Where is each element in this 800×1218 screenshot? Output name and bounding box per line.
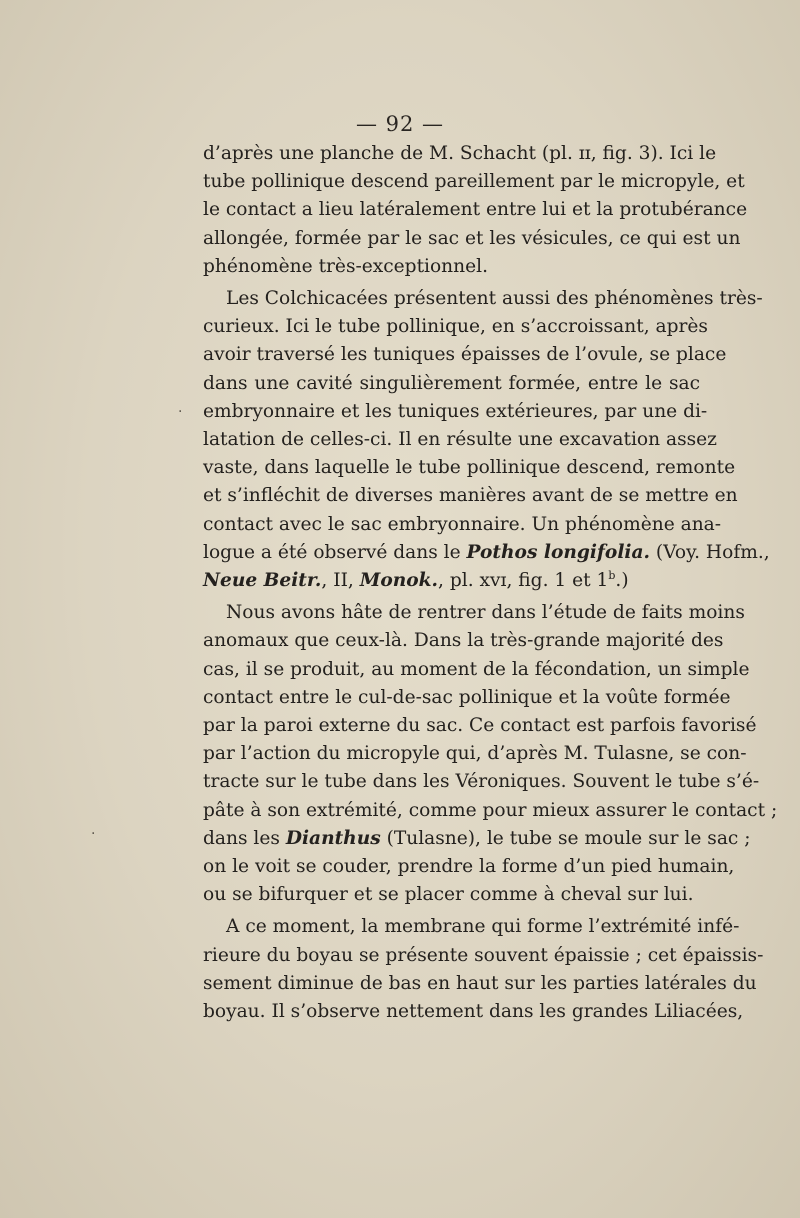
body-text bbox=[203, 140, 778, 1030]
text-line bbox=[203, 567, 700, 595]
text-line: contact entre le cul-de-sac pollinique et la voûte formée bbox=[203, 686, 731, 708]
text-line: le contact a lieu latéralement entre lui et la protubérance bbox=[203, 199, 748, 221]
text-line: pâte à son extrémité, comme pour mieux assurer le contact ; bbox=[203, 799, 778, 821]
paragraph-2 bbox=[203, 285, 770, 595]
paragraph-4 bbox=[203, 913, 764, 1026]
text-line: vaste, dans laquelle le tube pollinique descend, remonte bbox=[203, 457, 736, 479]
text-run: .) bbox=[615, 570, 629, 592]
text-line: allongée, formée par le sac et les vésicules, ce qui est un bbox=[203, 227, 741, 249]
text-line: rieure du boyau se présente souvent épaissie ; cet épaissis- bbox=[203, 944, 764, 966]
text-line: cas, il se produit, au moment de la fécondation, un simple bbox=[203, 658, 750, 680]
text-line bbox=[203, 539, 770, 567]
paper-speck: · bbox=[91, 826, 96, 842]
text-run: , II, bbox=[321, 570, 360, 592]
text-line: par la paroi externe du sac. Ce contact est parfois favorisé bbox=[203, 715, 757, 737]
paragraph-1 bbox=[203, 140, 748, 281]
text-line: A ce moment, la membrane qui forme l’extrémité infé- bbox=[226, 916, 740, 938]
text-line: ou se bifurquer et se placer comme à cheval sur lui. bbox=[203, 884, 694, 906]
text-line: tracte sur le tube dans les Véroniques. Souvent le tube s’é- bbox=[203, 771, 760, 793]
page-number: — 92 — bbox=[355, 112, 445, 136]
text-line: curieux. Ici le tube pollinique, en s’accroissant, après bbox=[203, 316, 708, 338]
italic-species-name: Pothos longifolia. bbox=[466, 541, 650, 563]
text-line: tube pollinique descend pareillement par le micropyle, et bbox=[203, 171, 745, 193]
italic-genus-name: Dianthus bbox=[285, 827, 381, 849]
superscript: b bbox=[608, 568, 616, 582]
italic-reference: Neue Beitr. bbox=[203, 570, 322, 592]
text-line: et s’infléchit de diverses manières avant de se mettre en bbox=[203, 485, 738, 507]
text-run: logue a été observé dans le bbox=[203, 541, 467, 563]
text-run: (Voy. Hofm., bbox=[649, 541, 770, 563]
text-line: embryonnaire et les tuniques extérieures, par une di- bbox=[203, 400, 708, 422]
text-line: boyau. Il s’observe nettement dans les grandes Liliacées, bbox=[203, 1001, 744, 1023]
text-line: d’après une planche de M. Schacht (pl. ɪɪ, fig. 3). Ici le bbox=[203, 143, 717, 164]
text-run: , pl. xvɪ, fig. 1 et 1 bbox=[438, 570, 609, 592]
paper-speck: · bbox=[178, 404, 183, 420]
italic-reference: Monok. bbox=[359, 570, 439, 592]
text-run: (Tulasne), le tube se moule sur le sac ; bbox=[380, 827, 751, 849]
text-line: anomaux que ceux-là. Dans la très-grande majorité des bbox=[203, 630, 724, 652]
text-line: sement diminue de bas en haut sur les parties latérales du bbox=[203, 972, 757, 994]
text-line: Les Colchicacées présentent aussi des phénomènes très- bbox=[226, 288, 763, 310]
text-line: on le voit se couder, prendre la forme d’un pied humain, bbox=[203, 856, 735, 878]
text-line bbox=[203, 825, 751, 853]
text-line: dans une cavité singulièrement formée, entre le sac bbox=[203, 372, 700, 394]
paragraph-3 bbox=[203, 599, 778, 909]
text-line: Nous avons hâte de rentrer dans l’étude de faits moins bbox=[226, 602, 745, 624]
text-run: dans les bbox=[203, 827, 286, 849]
text-line: par l’action du micropyle qui, d’après M. Tulasne, se con- bbox=[203, 743, 747, 765]
text-line: avoir traversé les tuniques épaisses de l’ovule, se place bbox=[203, 344, 727, 366]
text-line: contact avec le sac embryonnaire. Un phénomène ana- bbox=[203, 513, 722, 535]
text-line: latation de celles-ci. Il en résulte une excavation assez bbox=[203, 429, 717, 451]
text-line: phénomène très-exceptionnel. bbox=[203, 255, 488, 277]
